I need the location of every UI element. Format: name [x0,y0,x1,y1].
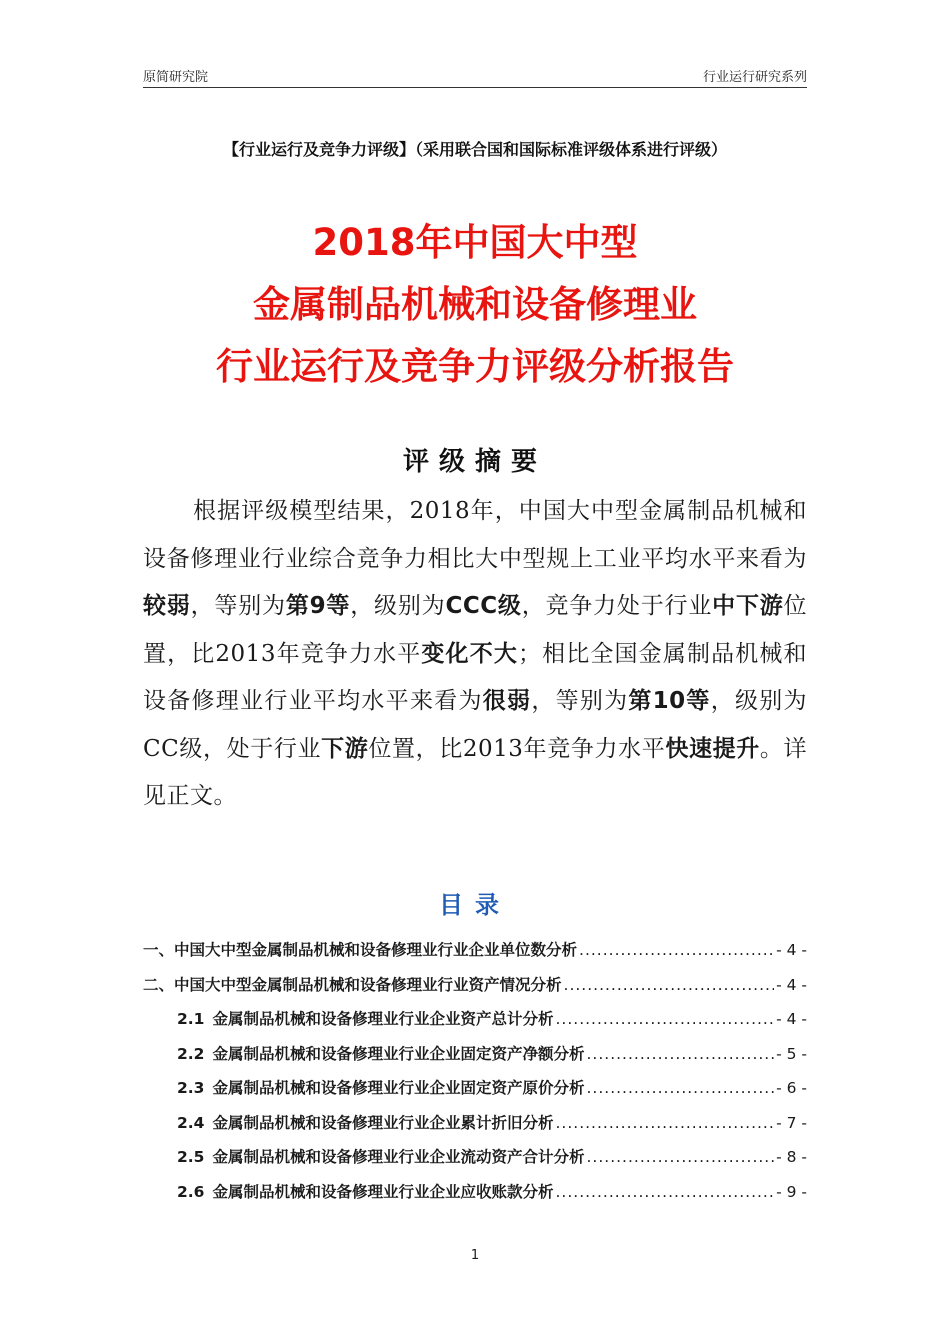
toc-item-number: 2.2 [177,1044,205,1063]
summary-text-segment: ，竞争力处于行业 [521,593,713,619]
toc-heading: 目录 [439,891,511,919]
toc-item-page: - 7 - [776,1113,807,1132]
rating-tagline: 【行业运行及竞争力评级】（采用联合国和国际标准评级体系进行评级） [222,140,727,159]
toc-item[interactable] [143,973,807,1008]
summary-paragraph [143,488,807,821]
toc-leader-dots [586,1045,774,1063]
toc-item-page: - 9 - [776,1182,807,1201]
toc-item-page: - 4 - [776,941,807,959]
title-line-1: 2018年中国大中型 [312,221,638,264]
summary-text-segment: 位置，比2013年竞争力水平 [143,593,808,667]
toc-item[interactable] [143,1145,807,1180]
summary-text-segment: ，级别为 [350,593,446,619]
toc-item-title: 金属制品机械和设备修理业行业企业固定资产原价分析 [212,1079,585,1097]
table-of-contents [143,938,807,1214]
toc-leader-dots [579,941,774,959]
summary-text-segment: 。详见正文。 [143,735,808,809]
summary-highlight: 第9等 [285,593,351,619]
toc-item-number: 2.5 [177,1148,205,1166]
summary-highlight: 较弱 [143,593,191,619]
toc-item-title: 一、中国大中型金属制品机械和设备修理业行业企业单位数分析 [143,941,578,959]
summary-text-segment: ，等别为 [190,593,286,619]
toc-item-title: 二、中国大中型金属制品机械和设备修理业行业资产情况分析 [143,975,562,994]
toc-leader-dots [555,1114,774,1132]
toc-item-page: - 4 - [776,975,807,994]
toc-item-title: 金属制品机械和设备修理业行业企业累计折旧分析 [212,1113,554,1132]
title-line-2: 金属制品机械和设备修理业 [253,283,697,326]
report-title [0,212,950,398]
header-left: 原简研究院 [143,70,209,85]
summary-highlight: 中下游 [712,593,784,619]
toc-item-page: - 6 - [776,1079,807,1097]
summary-text-segment: 位置，比2013年竞争力水平 [368,735,666,762]
toc-item-title: 金属制品机械和设备修理业行业企业流动资产合计分析 [212,1148,585,1166]
toc-leader-dots [555,1010,774,1028]
toc-item-title: 金属制品机械和设备修理业行业企业应收账款分析 [212,1182,554,1201]
toc-item-page: - 8 - [776,1148,807,1166]
toc-item-page: - 4 - [776,1010,807,1028]
toc-item-number: 2.1 [177,1010,205,1028]
summary-text-segment: ，等别为 [531,688,629,714]
toc-item[interactable] [143,938,807,973]
toc-leader-dots [555,1183,774,1201]
toc-item[interactable] [143,1111,807,1146]
summary-heading: 评级摘要 [402,447,547,477]
summary-highlight: 变化不大 [421,640,518,667]
header-right: 行业运行研究系列 [702,70,807,85]
toc-item[interactable] [143,1007,807,1042]
summary-highlight: 很弱 [482,688,532,714]
title-line-3: 行业运行及竞争力评级分析报告 [216,345,734,388]
toc-item-number: 2.4 [177,1113,205,1132]
toc-item[interactable] [143,1076,807,1111]
toc-item-title: 金属制品机械和设备修理业行业企业固定资产净额分析 [212,1044,585,1063]
summary-text-segment: ；相比全国金属制品机械和设备修理业行业平均水平来看为 [143,640,808,714]
toc-item-number: 2.3 [177,1079,205,1097]
summary-highlight: 下游 [321,735,369,762]
summary-highlight: 第10等 [628,688,711,714]
page-number: 1 [470,1248,480,1263]
summary-text-segment: ，级别为CC级，处于行业 [143,688,808,762]
toc-item[interactable] [143,1180,807,1215]
toc-leader-dots [586,1079,774,1097]
toc-item-title: 金属制品机械和设备修理业行业企业资产总计分析 [212,1010,554,1028]
summary-highlight: 快速提升 [665,735,760,762]
header-divider [143,87,807,88]
summary-highlight: CCC级 [445,593,522,619]
toc-leader-dots [564,976,775,994]
toc-item-number: 2.6 [177,1182,205,1201]
toc-leader-dots [586,1148,774,1166]
toc-item-page: - 5 - [776,1044,807,1063]
summary-text-segment: 根据评级模型结果，2018年，中国大中型金属制品机械和设备修理业行业综合竞争力相比大中型规上工业平均水平来看为 [143,498,807,572]
toc-item[interactable] [143,1042,807,1077]
